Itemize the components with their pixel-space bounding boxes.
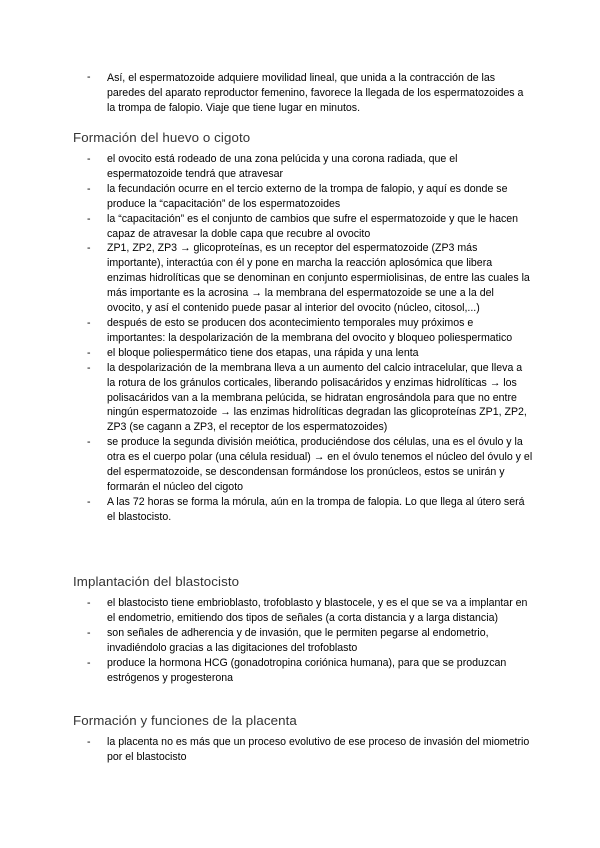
list-item [73, 346, 533, 361]
bullet-dash: - [87, 656, 91, 669]
bullet-dash: - [87, 71, 91, 83]
section-fecundacion [73, 129, 533, 525]
list-item-text: el ovocito está rodeado de una zona pelúcida y una corona radiada, que el espermatozoide tendrá que atravesar [107, 153, 458, 180]
list-item [73, 656, 533, 686]
bullet-dash: - [87, 242, 91, 255]
list-item [73, 495, 533, 525]
list-item [73, 152, 533, 182]
list-item-text: la “capacitación” es el conjunto de cambios que sufre el espermatozoide y que le hacen capaz de atravesar la doble capa que recubre al ovocito [107, 212, 519, 240]
list-item [73, 735, 533, 765]
list-item-text: la despolarización de la membrana lleva a un aumento del calcio intracelular, que lleva a la rotura de los gránulos corticales, liberando polisacáridos y enzimas hidrolíticas → los polisacáridos van a la membrana pelúcida, se hidratan engrosándola para que no entre ningún espermatozoide → las enzimas hidrolíticas degradan las glicoproteínas ZP1, ZP2, ZP3 (se cagann a ZP3, el receptor de los espermatozoides) [107, 361, 527, 434]
bullet-dash: - [87, 495, 91, 508]
list-item-text: produce la hormona HCG (gonadotropina coriónica humana), para que se produzcan estrógenos y progesterona [107, 656, 507, 684]
bullet-list [73, 596, 533, 685]
list-item [73, 212, 533, 242]
bullet-dash: - [87, 626, 91, 639]
intro-list-item [87, 71, 527, 116]
bullet-dash: - [87, 736, 91, 748]
list-item-text: después de esto se producen dos acontecimiento temporales muy próximos e importantes: la despolarización de la membrana del ovocito y bloqueo poliespermatico [107, 316, 513, 344]
list-item-text: el bloque poliespermático tiene dos etapas, una rápida y una lenta [107, 346, 419, 359]
section-heading: Formación y funciones de la placenta [73, 713, 297, 728]
bullet-list [73, 735, 533, 765]
bullet-dash: - [87, 212, 91, 225]
list-item-text: la placenta no es más que un proceso evolutivo de ese proceso de invasión del miometrio por el blastocisto [107, 736, 530, 763]
list-item [73, 435, 533, 495]
list-item-text: la fecundación ocurre en el tercio externo de la trompa de falopio, y aquí es donde se produce la “capacitación” de los espermatozoides [107, 182, 508, 210]
section-placenta [73, 712, 533, 765]
bullet-list [73, 152, 533, 525]
bullet-dash: - [87, 436, 91, 449]
section-implantacion [73, 573, 533, 685]
list-item-text: son señales de adherencia y de invasión, que le permiten pegarse al endometrio, invadiéndolo gracias a las digitaciones del trofoblasto [107, 626, 489, 654]
bullet-dash: - [87, 153, 91, 165]
list-item-text: se produce la segunda división meiótica, produciéndose dos células, una es el óvulo y la otra es el cuerpo polar (una célula residual) → en el óvulo tenemos el núcleo del óvulo y el del espermatozoide, se descondensan formándose los pronúcleos, estos se unirán y formarán el núcleo del cigoto [107, 436, 533, 493]
list-item [73, 241, 533, 316]
list-item-text: ZP1, ZP2, ZP3 → glicoproteínas, es un receptor del espermatozoide (ZP3 más importante), interactúa con él y pone en marcha la reacción aplosómica que libera enzimas hidrolíticas que se denominan en conjunto espermiolisinas, de entre las cuales la más importante es la acrosina → la membrana del espermatozoide se une a la del ovocito, y así el contenido puede pasar al interior del ovocito (núcleo, citosol,...) [107, 242, 530, 315]
list-item-text: A las 72 horas se forma la mórula, aún en la trompa de falopia. Lo que llega al útero será el blastocisto. [107, 495, 525, 523]
section-heading: Implantación del blastocisto [73, 574, 240, 589]
list-item [73, 596, 533, 626]
list-item [73, 626, 533, 656]
intro-text: Así, el espermatozoide adquiere movilidad lineal, que unida a la contracción de las paredes del aparato reproductor femenino, favorece la llegada de los espermatozoides a la trompa de falopio. Viaje que tiene lugar en minutos. [107, 72, 524, 114]
bullet-dash: - [87, 597, 91, 609]
list-item [73, 182, 533, 212]
bullet-dash: - [87, 316, 91, 329]
section-heading: Formación del huevo o cigoto [73, 130, 251, 145]
list-item [73, 316, 533, 346]
list-item [73, 361, 533, 436]
bullet-dash: - [87, 361, 91, 374]
bullet-dash: - [87, 182, 91, 195]
list-item-text: el blastocisto tiene embrioblasto, trofoblasto y blastocele, y es el que se va a implantar en el endometrio, emitiendo dos tipos de señales (a corta distancia y a larga distancia) [107, 597, 528, 624]
bullet-dash: - [87, 346, 91, 359]
